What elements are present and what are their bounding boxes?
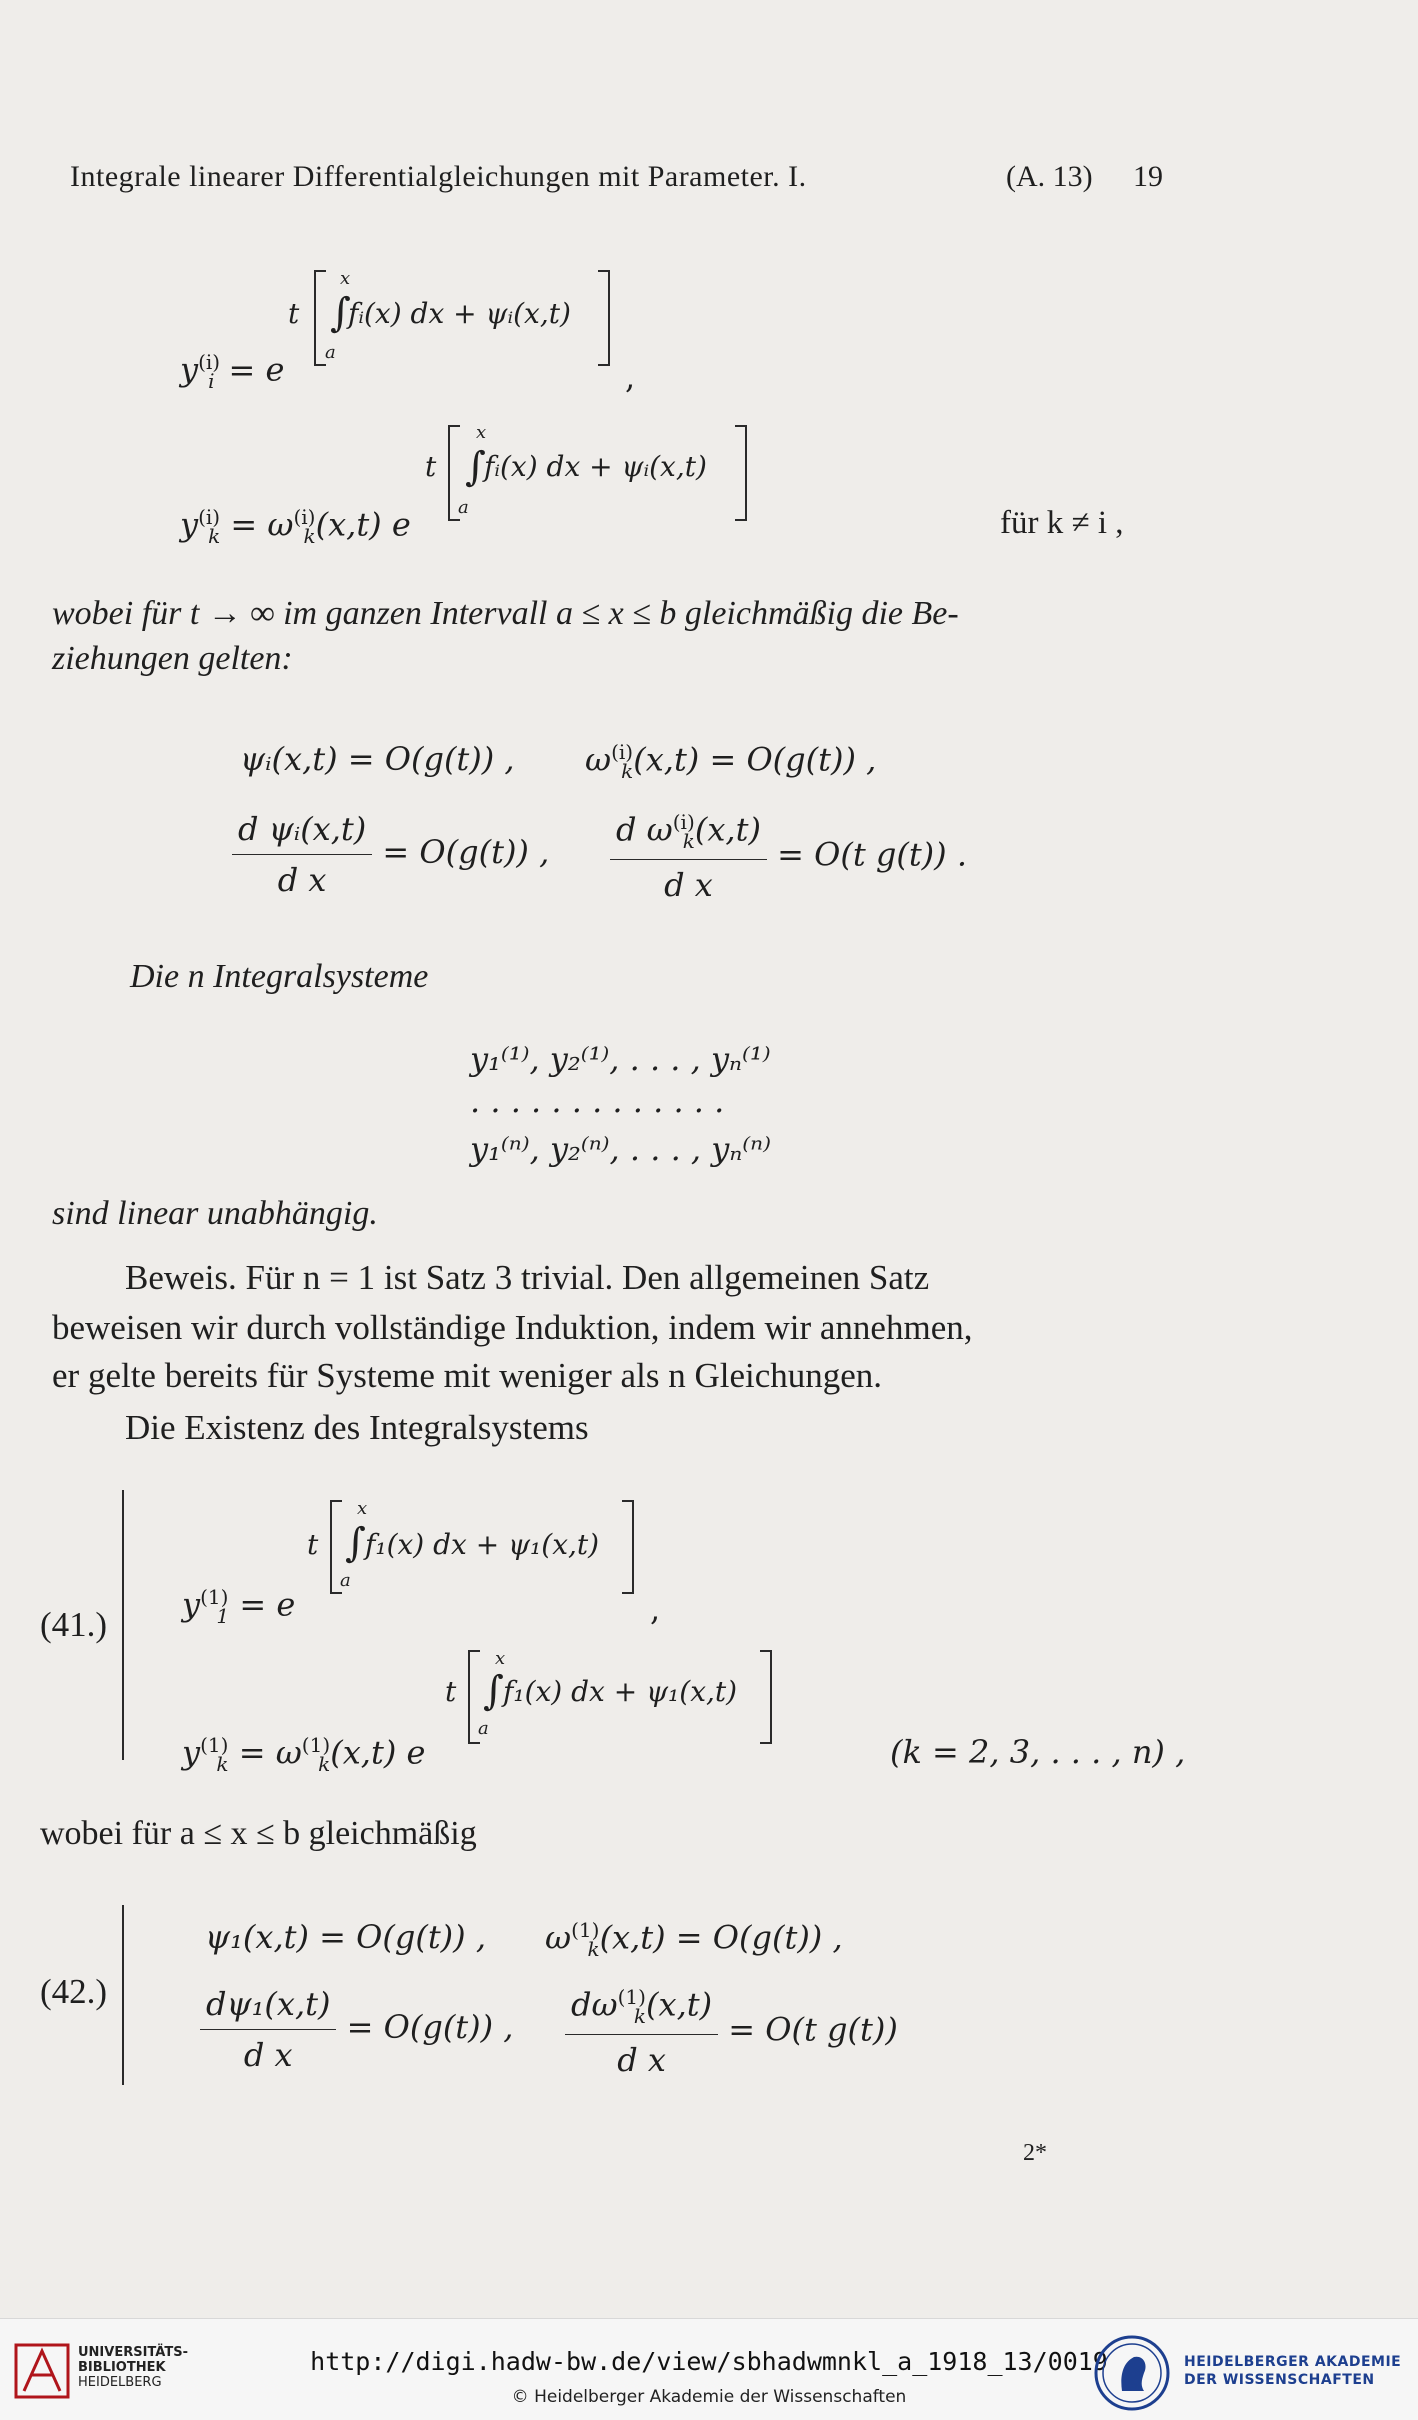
die-n-integralsysteme: Die n Integralsysteme: [130, 958, 429, 995]
relation-omega: $\omega^{(i)}_k(x,t) = O(g(t))$ ,: [585, 740, 877, 784]
relation-dpsi: $\frac{\text{d ψᵢ(x,t)}}{\text{d x}}$ = O(g(t)) ,: [232, 810, 549, 899]
beweis-line-3: er gelte bereits für Systeme mit weniger als n Gleichungen.: [52, 1356, 883, 1395]
beweis-line-2: beweisen wir durch vollständige Induktion, indem wir annehmen,: [52, 1308, 973, 1347]
wobei-line-2: ziehungen gelten:: [52, 640, 293, 677]
k-range: (k = 2, 3, . . . , n) ,: [890, 1733, 1186, 1771]
section-label: (A. 13): [1006, 160, 1093, 193]
running-title: Integrale linearer Differentialgleichungen mit Parameter. I.: [70, 160, 807, 193]
permalink-url[interactable]: http://digi.hadw-bw.de/view/sbhadwmnkl_a_1918_13/0019: [310, 2347, 1108, 2376]
existenz-line: Die Existenz des Integralsystems: [125, 1408, 589, 1447]
linear-unabhaengig: sind linear unabhängig.: [52, 1195, 378, 1232]
beweis-line-1: Beweis. Für n = 1 ist Satz 3 trivial. Den allgemeinen Satz: [125, 1258, 930, 1297]
viewer-footer: [0, 2318, 1418, 2420]
system-row-dots: . . . . . . . . . . . . .: [470, 1082, 725, 1120]
wobei-2: wobei für a ≤ x ≤ b gleichmäßig: [40, 1815, 477, 1852]
academy-name: HEIDELBERGER AKADEMIE DER WISSENSCHAFTEN: [1184, 2354, 1402, 2388]
copyright: © Heidelberger Akademie der Wissenschaften: [511, 2387, 907, 2407]
condition-k-neq-i: für k ≠ i ,: [1000, 505, 1124, 541]
wobei-line-1: wobei für t → ∞ im ganzen Intervall a ≤ x ≤ b gleichmäßig die Be-: [52, 595, 959, 632]
signature-mark: 2*: [1023, 2140, 1047, 2166]
academy-seal-icon: [1092, 2333, 1172, 2413]
relation-domega: $\frac{d \omega^{(i)}_k(x,t)}{\text{d x}}$ = O(t g(t)) .: [610, 810, 967, 904]
relation-psi: ψᵢ(x,t) = O(g(t)) ,: [240, 740, 515, 778]
system-row-1: y₁⁽¹⁾, y₂⁽¹⁾, . . . , yₙ⁽¹⁾: [470, 1040, 771, 1078]
page-number: 19: [1133, 160, 1163, 193]
library-name: UNIVERSITÄTS- BIBLIOTHEK HEIDELBERG: [78, 2345, 188, 2390]
system-row-n: y₁⁽ⁿ⁾, y₂⁽ⁿ⁾, . . . , yₙ⁽ⁿ⁾: [470, 1130, 771, 1168]
